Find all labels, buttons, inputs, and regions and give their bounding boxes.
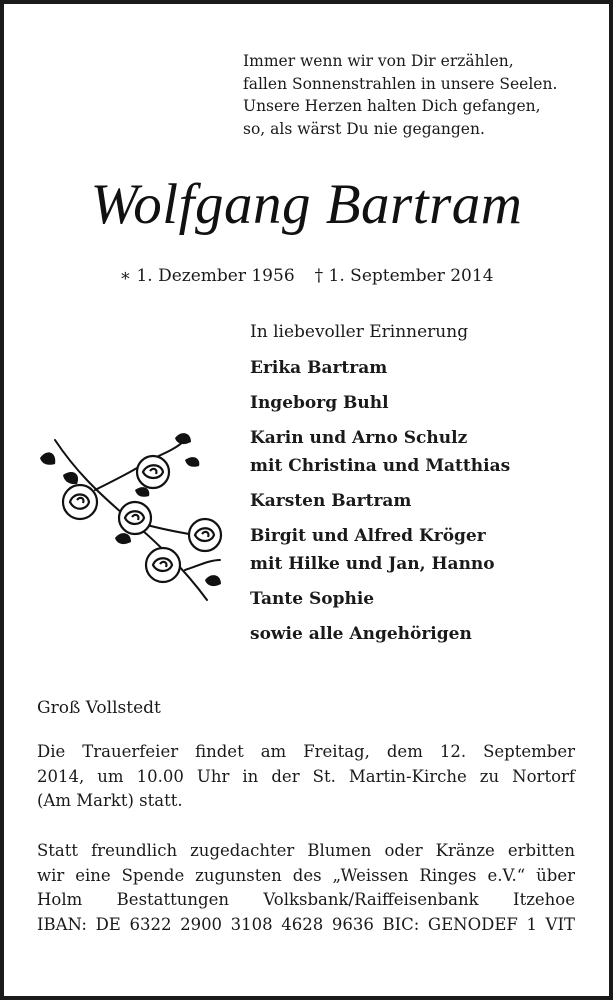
memorial-poem xyxy=(243,50,573,140)
donation-request xyxy=(37,839,575,937)
poem-line: so, als wärst Du nie gegangen. xyxy=(243,119,485,138)
mourner-name: Karin und Arno Schulz xyxy=(250,428,468,448)
text-line: Die Trauerfeier findet am Freitag, dem 12. September xyxy=(37,742,575,761)
poem-line: fallen Sonnenstrahlen in unsere Seelen. xyxy=(243,74,558,93)
poem-line: Unsere Herzen halten Dich gefangen, xyxy=(243,97,541,115)
rose-branch-icon xyxy=(35,430,225,605)
mourner-group xyxy=(250,354,590,382)
mourner-name: mit Hilke und Jan, Hanno xyxy=(250,554,495,574)
mourners-intro: In liebevoller Erinnerung xyxy=(250,322,469,342)
birth-date: ∗ 1. Dezember 1956 xyxy=(119,266,295,286)
mourner-group xyxy=(250,424,590,480)
deceased-name: Wolfgang Bartram xyxy=(90,173,523,236)
mourner-name: Birgit und Alfred Kröger xyxy=(250,526,486,546)
life-dates xyxy=(0,264,613,288)
mourner-group xyxy=(250,620,590,648)
text-line: 2014, um 10.00 Uhr in der St. Martin-Kirche zu Nortorf xyxy=(37,766,575,786)
mourner-group xyxy=(250,585,590,613)
funeral-announcement xyxy=(37,740,575,814)
mourners-list xyxy=(250,318,590,655)
mourner-name: Tante Sophie xyxy=(250,589,375,609)
mourner-name: Karsten Bartram xyxy=(250,491,412,511)
mourner-name: Erika Bartram xyxy=(250,358,388,378)
poem-line: Immer wenn wir von Dir erzählen, xyxy=(243,52,514,70)
text-line: Statt freundlich zugedachter Blumen oder Kränze erbitten xyxy=(37,841,575,860)
mourner-group xyxy=(250,522,590,578)
mourner-group xyxy=(250,389,590,417)
text-line: wir eine Spende zugunsten des „Weissen Ringes e.V.“ über xyxy=(37,865,575,885)
death-date: † 1. September 2014 xyxy=(314,266,494,286)
mourner-name: sowie alle Angehörigen xyxy=(250,624,472,644)
mourner-group xyxy=(250,487,590,515)
text-line: (Am Markt) statt. xyxy=(37,791,183,810)
text-line: IBAN: DE 6322 2900 3108 4628 9636 BIC: GENODEF 1 VIT xyxy=(37,914,575,934)
text-line: Holm Bestattungen Volksbank/Raiffeisenbank Itzehoe xyxy=(37,890,575,909)
mourner-name: mit Christina und Matthias xyxy=(250,456,511,476)
mourner-name: Ingeborg Buhl xyxy=(250,393,389,413)
place-of-residence: Groß Vollstedt xyxy=(37,698,161,718)
